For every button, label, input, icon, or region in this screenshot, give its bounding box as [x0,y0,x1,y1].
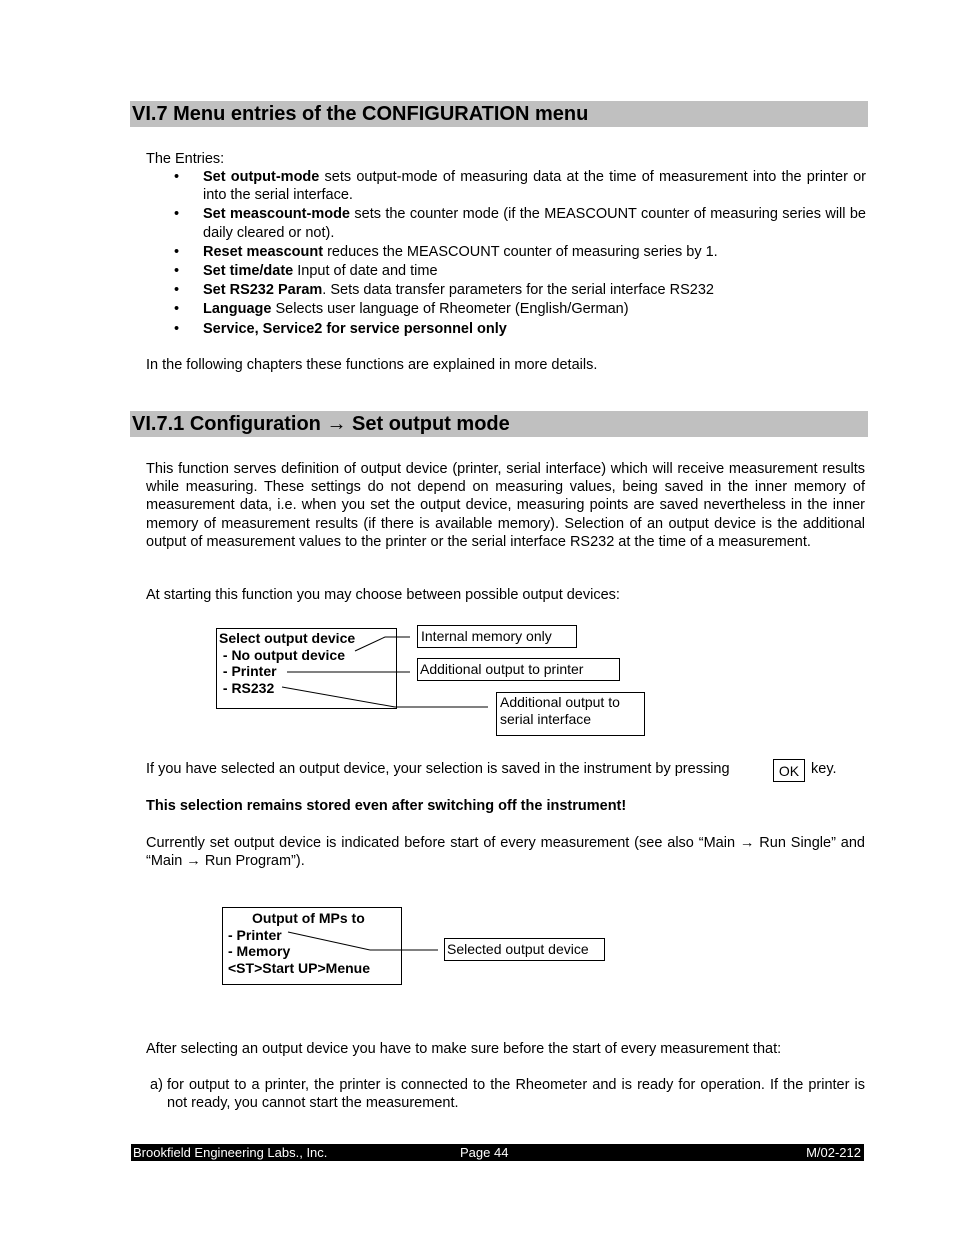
output-of-mps-screen [222,907,402,985]
ok-key-text: If you have selected an output device, your selection is saved in the instrument by pressing [146,761,730,777]
screen-title: Output of MPs to [252,910,365,926]
bold-note: This selection remains stored even after switching off the instrument! [146,798,627,814]
entries-outro: In the following chapters these functions are explained in more details. [146,357,598,373]
output-device-menu-screen [216,628,397,709]
section-heading-vi71: VI.7.1 Configuration → Set output mode [130,411,868,437]
callout-line: serial interface [500,710,592,727]
callout-printer: Additional output to printer [417,658,620,681]
indicator-description: Currently set output device is indicated before start of every measurement (see also “Main → Run Single” and “Main → Run Program”). [146,835,865,870]
screen-line: - Printer [228,926,282,943]
ok-key-label: OK [773,759,805,782]
entries-intro: The Entries: [146,151,225,167]
list-item: • Set RS232 Param. Sets data transfer parameters for the serial interface RS232 [174,282,714,299]
list-item: • Reset meascount reduces the MEASCOUNT counter of measuring series by 1. [174,243,718,260]
callout-internal-memory: Internal memory only [417,625,577,648]
function-description: This function serves definition of output device (printer, serial interface) which will receive measurement results while measuring. These settings do not depend on measuring values, being saved in the inner memory of measurement data, i.e. when you set the output device, measuring points are saved nevertheless in the inner memory of measurement results (if there is available memory). Selection of an output device is the additional output of measurement values to the printer or the serial interface RS232 at the time of a measurement. [146,461,865,550]
callout-selected-output: Selected output device [444,938,605,961]
footer-company: Brookfield Engineering Labs., Inc. [133,1145,328,1160]
item-a-label: a) [150,1077,163,1093]
screen-line: - Printer [219,663,277,679]
screen-line: - No output device [219,646,345,663]
screen-line: <ST>Start UP>Menue [228,959,370,976]
screen-line: - RS232 [219,679,275,696]
list-item: • Language Selects user language of Rheometer (English/German) [174,301,629,318]
screen-line: Select output device [219,630,356,646]
page-footer [131,1144,864,1161]
list-item: • Set output-mode sets output-mode of measuring data at the time of measurement into the printer or into the serial interface. [174,169,866,204]
choose-devices-text: At starting this function you may choose between possible output devices: [146,587,620,603]
screen-line: - Memory [228,943,291,959]
ok-key-text-end: key. [807,761,837,777]
list-item: • Set meascount-mode sets the counter mode (if the MEASCOUNT counter of measuring series will be daily cleared or not). [174,206,866,241]
footer-page-number: Page 44 [460,1145,509,1160]
callout-line: Additional output to [500,694,620,710]
footer-doc-id: M/02-212 [806,1145,861,1160]
item-a-text: for output to a printer, the printer is connected to the Rheometer and is ready for operation. If the printer is not ready, you cannot start the measurement. [167,1077,865,1112]
section-heading-vi7: VI.7 Menu entries of the CONFIGURATION menu [130,101,868,127]
callout-serial-interface [496,692,645,736]
after-selecting-text: After selecting an output device you have to make sure before the start of every measurement that: [146,1041,782,1057]
list-item: • Service, Service2 for service personnel only [174,320,507,337]
list-item: • Set time/date Input of date and time [174,263,438,280]
